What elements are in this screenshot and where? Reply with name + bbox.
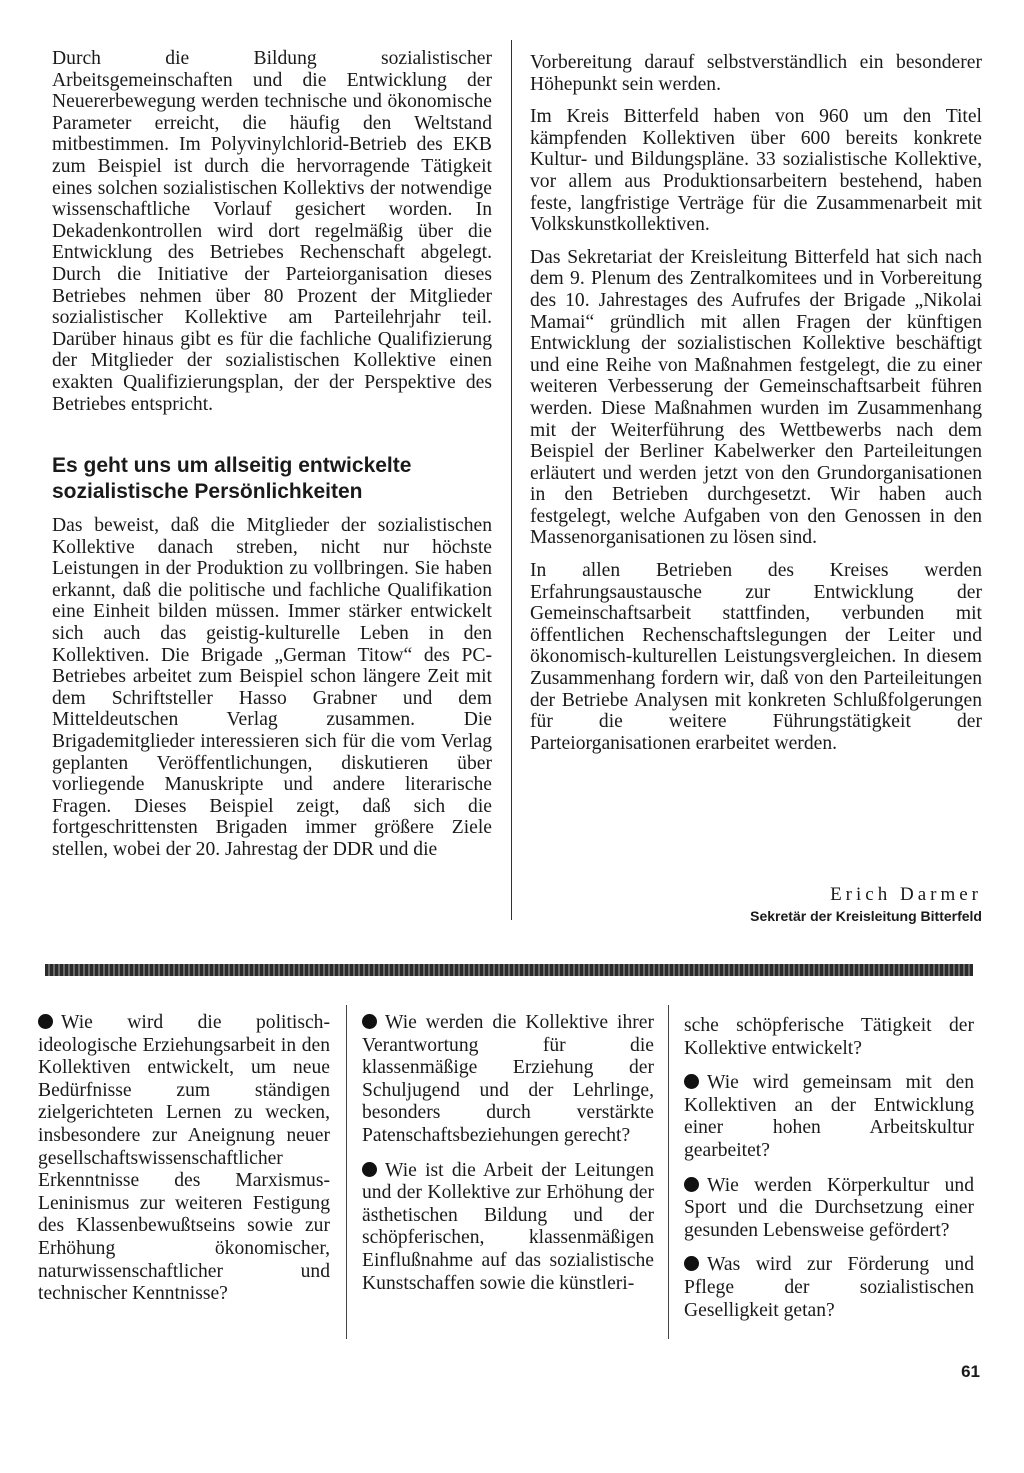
question-item: [38, 1012, 330, 1306]
question-column-1: [38, 1012, 330, 1318]
body-paragraph: Das Sekretariat der Kreisleitung Bitterfeld hat sich nach dem 9. Plenum des Zentralkomitees und in Vorbereitung des 10. Jahrestages des Aufrufes der Brigade „Nikolai Mamai“ gründlich mit allen Fragen der künftigen Entwicklung der sozialistischen Kollektive beschäftigt und eine Reihe von Maßnahmen festgelegt, die zu einer weiteren Verbesserung der Gemeinschaftsarbeit führen werden. Diese Maßnahmen wurden im Zusammenhang mit der Weiterführung des Wettbewerbs nach dem Beispiel der Berliner Kabelwerker den Parteileitungen erläutert und werden jetzt von den Grundorganisationen in den Betrieben durchgesetzt. Wir haben auch festgelegt, welche Aufgaben von den Genossen in den Massenorganisationen zu lösen sind.: [530, 246, 982, 549]
question-item: [362, 1160, 654, 1296]
question-item: [684, 1072, 974, 1162]
bullet-icon: [362, 1014, 377, 1029]
bullet-icon: [362, 1162, 377, 1177]
bullet-icon: [38, 1014, 53, 1029]
question-text: Wie werden Körperkultur und Sport und die Durchsetzung einer gesunden Lebensweise gefördert?: [684, 1174, 974, 1241]
question-item: [684, 1175, 974, 1243]
author-role: Sekretär der Kreisleitung Bitterfeld: [750, 908, 982, 924]
question-column-divider: [668, 1005, 669, 1339]
section-heading: Es geht uns um allseitig entwickelte sozialistische Persönlichkeiten: [52, 454, 412, 504]
question-text: Wie ist die Arbeit der Leitungen und der Kollektive zur Erhöhung der ästhetischen Bildung und der schöpferischen, klassenmäßigen Einflußnahme auf das sozialistische Kunstschaffen sowie die künstleri-: [362, 1159, 654, 1294]
body-paragraph: Vorbereitung darauf selbstverständlich ein besonderer Höhepunkt sein werden.: [530, 52, 982, 95]
author-name: Erich Darmer: [830, 884, 982, 905]
question-continuation: sche schöpferische Tätigkeit der Kollektive entwickelt?: [684, 1015, 974, 1059]
question-text: Was wird zur Förderung und Pflege der sozialistischen Geselligkeit getan?: [684, 1254, 974, 1321]
bullet-icon: [684, 1256, 699, 1271]
column-divider: [511, 40, 512, 920]
body-paragraph: Im Kreis Bitterfeld haben von 960 um den Titel kämpfenden Kollektiven über 600 bereits konkrete Kultur- und Bildungspläne. 33 sozialistische Kollektive, vor allem aus Produktionsarbeitern bestehend, haben feste, langfristige Verträge für die Zusammenarbeit mit Volkskunstkollektiven.: [530, 106, 982, 236]
right-text-column: [530, 52, 982, 754]
bullet-icon: [684, 1177, 699, 1192]
bullet-icon: [684, 1074, 699, 1089]
question-column-divider: [346, 1005, 347, 1339]
body-paragraph: Das beweist, daß die Mitglieder der sozialistischen Kollektive danach streben, nicht nur höchste Leistungen in der Produktion zu vollbringen. Sie haben erkannt, daß die politische und fachliche Qualifikation eine Einheit bilden müssen. Immer stärker entwickelt sich auch das geistig-kulturelle Leben in den Kollektiven. Die Brigade „German Titow“ des PC-Betriebes arbeitet zum Beispiel schon längere Zeit mit dem Schriftsteller Hasso Grabner und dem Mitteldeutschen Verlag zusammen. Die Brigademitglieder interessieren sich für die vom Verlag geplanten Veröffentlichungen, diskutieren über vorliegende Manuskripte und andere literarische Fragen. Dieses Beispiel zeigt, daß sich die fortgeschrittensten Brigaden immer größere Ziele stellen, wobei der 20. Jahrestag der DDR und die: [52, 515, 492, 860]
question-column-3: [684, 1015, 974, 1334]
page-number: 61: [961, 1362, 980, 1381]
question-item: [362, 1012, 654, 1148]
body-paragraph: In allen Betrieben des Kreises werden Erfahrungsaustausche zur Entwicklung der Gemeinschaftsarbeit stattfinden, verbunden mit öffentlichen Rechenschaftslegungen der Leiter und ökonomisch-kulturellen Leistungsvergleichen. In diesem Zusammenhang fordern wir, daß von den Parteileitungen der Betriebe Analysen mit konkreten Schlußfolgerungen für die weitere Führungstätigkeit der Parteiorganisationen erarbeitet werden.: [530, 560, 982, 754]
body-paragraph: Durch die Bildung sozialistischer Arbeitsgemeinschaften und die Entwicklung der Neuererbewegung werden technische und ökonomische Parameter erreicht, die häufig den Weltstand mitbestimmen. Im Polyvinylchlorid-Betrieb des EKB zum Beispiel ist durch die hervorragende Tätigkeit eines solchen sozialistischen Kollektivs der notwendige wissenschaftliche Vorlauf gesichert worden. In Dekadenkontrollen wird dort regelmäßig über die Entwicklung des Betriebes Rechenschaft abgelegt. Durch die Initiative der Parteiorganisation dieses Betriebes nehmen über 80 Prozent der Mitglieder sozialistischer Kollektive am Parteilehrjahr teil. Darüber hinaus gibt es für die fachliche Qualifizierung der Mitglieder der sozialistischen Kollektive einen exakten Qualifizierungsplan, der der Perspektive des Betriebes entspricht.: [52, 48, 492, 415]
question-item: [684, 1254, 974, 1322]
question-column-2: [362, 1012, 654, 1307]
question-text: Wie wird die politisch-ideologische Erziehungsarbeit in den Kollektiven entwickelt, um neue Bedürfnisse zum ständigen zielgerichteten Lernen zu wecken, insbesondere zur Aneignung neuer gesellschaftswissenschaftlicher Erkenntnisse des Marxismus-Leninismus zur weiteren Festigung des Klassenbewußtseins sowie zur Erhöhung ökonomischer, naturwissenschaftlicher und technischer Kenntnisse?: [38, 1012, 330, 1305]
question-text: Wie wird gemeinsam mit den Kollektiven an der Entwicklung einer hohen Arbeitskultur gearbeitet?: [684, 1072, 974, 1161]
left-text-column: [52, 48, 492, 861]
question-text: Wie werden die Kollektive ihrer Verantwortung für die klassenmäßige Erziehung der Schuljugend und der Lehrlinge, besonders durch verstärkte Patenschaftsbeziehungen gerecht?: [362, 1012, 654, 1146]
section-separator-bar: [45, 964, 973, 976]
